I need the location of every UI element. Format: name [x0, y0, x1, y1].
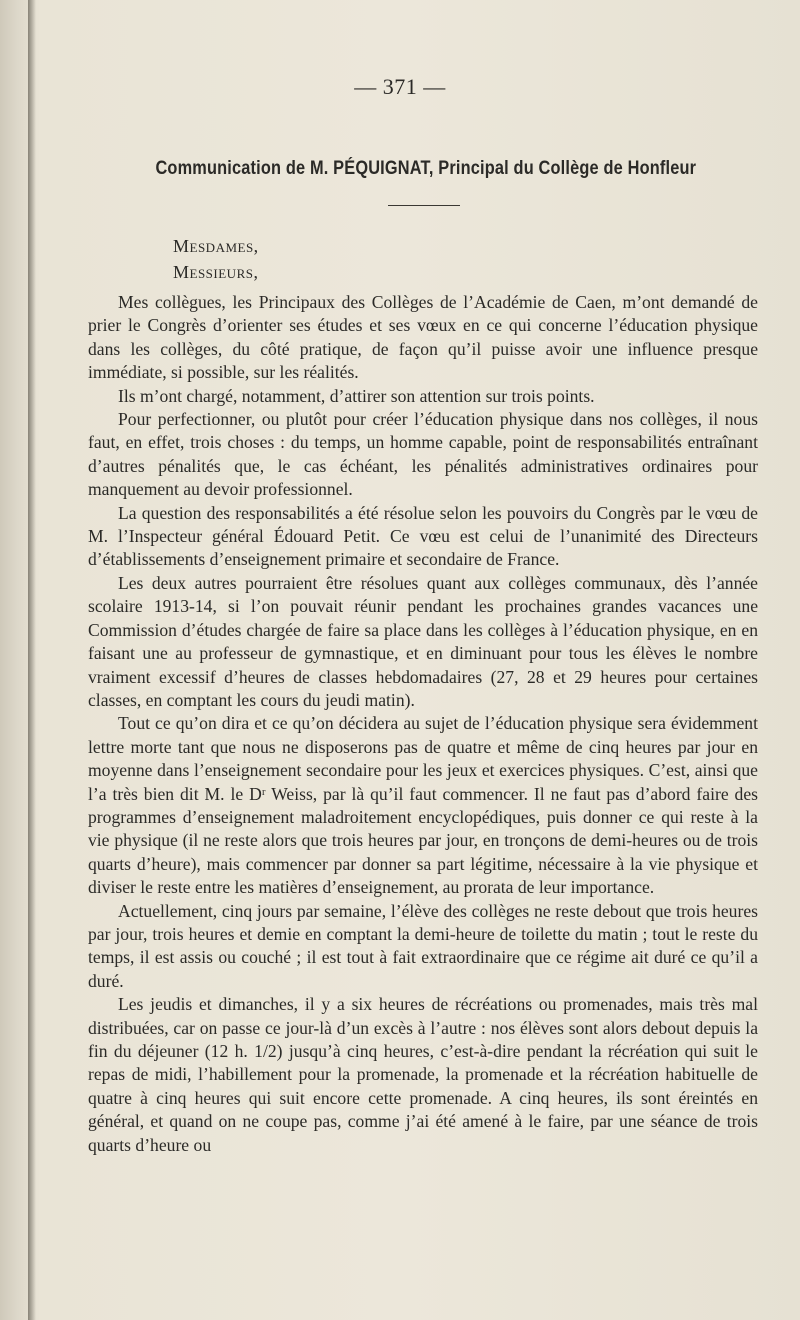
salutation-messieurs: Messieurs, — [173, 262, 259, 282]
paragraph: Les jeudis et dimanches, il y a six heures de récréations ou promenades, mais très mal distribuées, car on passe ce jour-là d’un excès à l’autre : nos élèves sont alors debout depuis la fin du déjeuner (12 h. 1/2) jusqu’à cinq heures, c’est-à-dire pendant la récréation qui suit le repas de midi, l’habillement pour la promenade, la promenade et la récréation habituelle de quatre à cinq heures qui suit encore cette promenade. A cinq heures, ils sont éreintés en général, et quand on ne coupe pas, comme j’ai été amené à le faire, par une séance de trois quarts d’heure ou — [88, 994, 758, 1155]
paragraph: Actuellement, cinq jours par semaine, l’élève des collèges ne reste debout que trois heures par jour, trois heures et demie en comptant la demi-heure de toilette du matin ; tout le reste du temps, il est assis ou couché ; il est tout à fait extraordinaire que ce régime ait duré ce qu’il a duré. — [88, 900, 758, 991]
page-number: — 371 — — [354, 74, 446, 99]
title-rule — [388, 205, 460, 206]
binding-shadow — [28, 0, 36, 1320]
paragraph: Ils m’ont chargé, notamment, d’attirer son attention sur trois points. — [118, 385, 595, 406]
paragraph: Pour perfectionner, ou plutôt pour créer l’éducation physique dans nos collèges, il nous faut, en effet, trois choses : du temps, un homme capable, point de responsabilités entraînant d’autres pénalités que, le cas échéant, les pénalités administratives ordinaires pour manquement au devoir professionnel. — [88, 409, 758, 500]
paragraph: Tout ce qu’on dira et ce qu’on décidera au sujet de l’éducation physique sera évidemment lettre morte tant que nous ne disposerons pas de quatre et même de cinq heures par jour en moyenne dans l’enseignement secondaire pour les jeux et exercices physiques. C’est, ainsi que l’a très bien dit M. le Dʳ Weiss, par là qu’il faut commencer. Il ne faut pas d’abord faire des programmes d’enseignement maladroitement encyclopédiques, puis donner ce qui reste à la vie physique (il ne reste alors que trois heures par jour, en tronçons de demi-heures ou de trois quarts d’heure), mais commencer par donner sa part légitime, nécessaire à la vie physique et diviser le reste entre les matières d’enseignement, au prorata de leur importance. — [88, 713, 758, 898]
paragraph: Les deux autres pourraient être résolues quant aux collèges communaux, dès l’année scolaire 1913-14, si l’on pouvait réunir pendant les prochaines grandes vacances une Commission d’études chargée de faire sa place dans les collèges à l’éducation physique, en en faisant une au professeur de gymnastique, et en diminuant pour tous les élèves le nombre vraiment excessif d’heures de classes hebdomadaires (27, 28 et 29 heures pour certaines classes, en comptant les cours du jeudi matin). — [88, 572, 758, 710]
body-text — [88, 291, 758, 1157]
communication-heading: Communication de M. PÉQUIGNAT, Principal du Collège de Honfleur — [155, 158, 697, 179]
paragraph: Mes collègues, les Principaux des Collèges de l’Académie de Caen, m’ont demandé de prier le Congrès d’orienter ses études et ses vœux en ce qui concerne l’éducation physique dans les collèges, du côté pratique, de façon qu’il puisse avoir une influence presque immédiate, si possible, sur les réalités. — [88, 292, 758, 383]
paragraph: La question des responsabilités a été résolue selon les pouvoirs du Congrès par le vœu de M. l’Inspecteur général Édouard Petit. Ce vœu est celui de l’unanimité des Directeurs d’établissements d’enseignement primaire et secondaire de France. — [88, 502, 758, 570]
salutation-mesdames: Mesdames, — [173, 236, 259, 256]
